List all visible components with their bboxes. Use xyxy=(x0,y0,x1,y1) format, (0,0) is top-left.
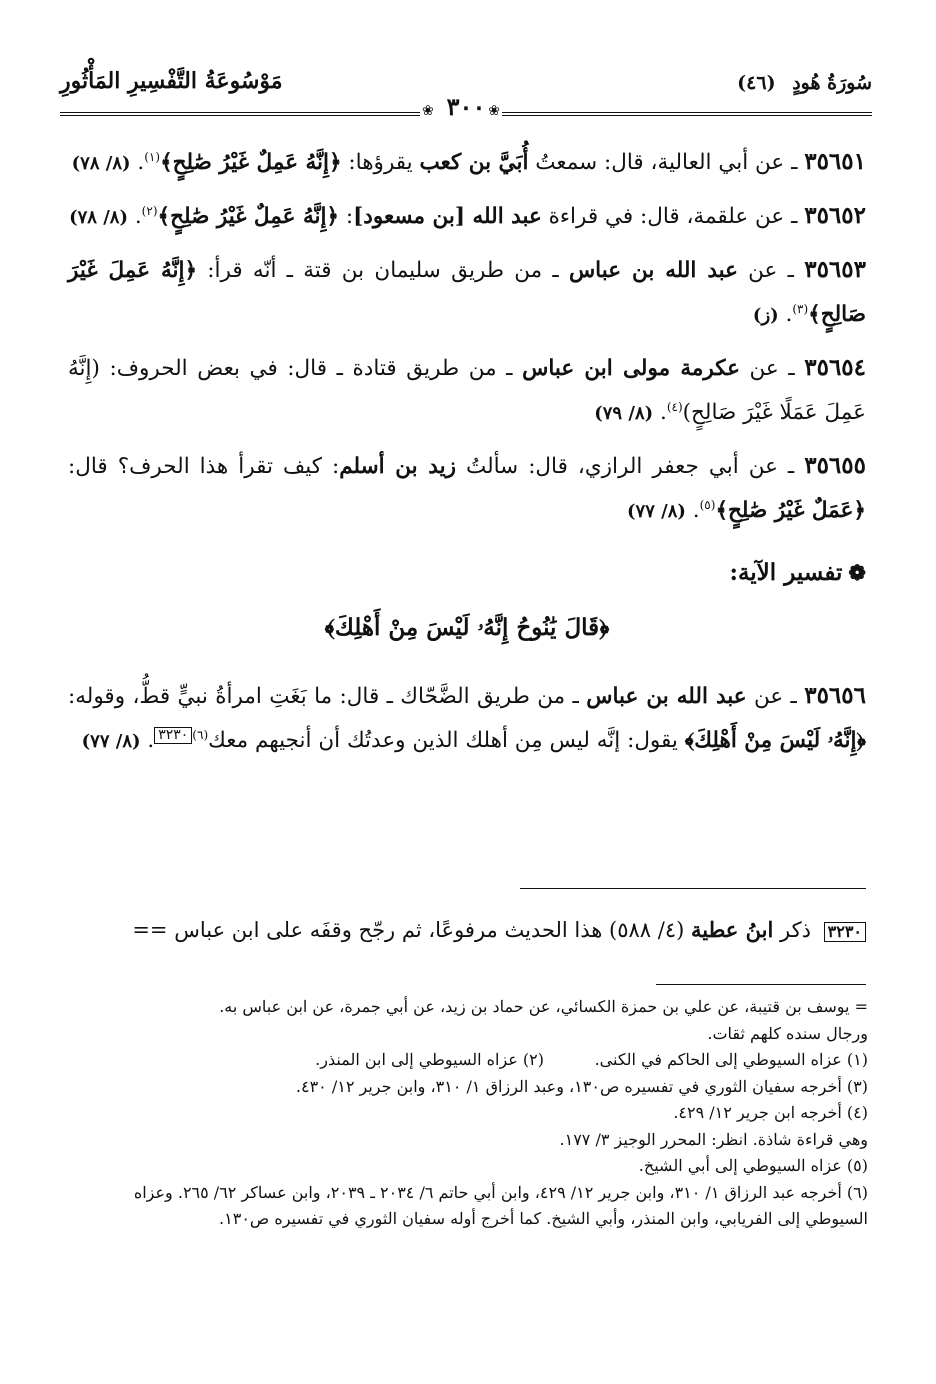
footnote-ref: (١) xyxy=(144,149,161,164)
entry-number: ٣٥٦٥٥ xyxy=(804,452,866,479)
entry-text: : كيف تقرأ هذا الحرف؟ قال: xyxy=(68,454,340,479)
entry-text: ـ من طريق الضَّحّاك ـ قال: ما بَغَتِ امرأةُ نبيٍّ قطُّ، وقوله: xyxy=(68,684,587,709)
quran-quote: ﴿إِنَّهُ عَمِلَ غَيْرَ صَالِحٍ﴾ xyxy=(68,258,866,327)
entry-35656 xyxy=(68,674,866,764)
entry-text: ـ من طريق قتادة ـ قال: في بعض الحروف: xyxy=(99,356,523,381)
footnote-continuation: = يوسف بن قتيبة، عن علي بن حمزة الكسائي، عن حماد بن زيد، عن أبي جمرة، عن ابن عباس به. xyxy=(219,997,868,1016)
entry-text: . xyxy=(685,498,700,523)
entry-text: . xyxy=(130,150,145,175)
entry-35651 xyxy=(68,140,866,186)
entry-text: ـ من طريق سليمان بن قتة ـ أنّه قرأ: xyxy=(197,258,569,283)
quran-quote: ﴿إِنَّهُ عَمِلٌ غَيْرُ صَٰلِحٍ﴾ xyxy=(157,204,340,229)
entry-text: ـ عن أبي العالية، قال: سمعتُ xyxy=(528,150,805,175)
footnotes xyxy=(68,994,868,1233)
quran-quote: ﴿إِنَّهُۥ لَيْسَ مِنْ أَهْلِكَ﴾ xyxy=(684,728,866,753)
entry-text: . xyxy=(140,728,155,753)
surah-header xyxy=(737,72,872,94)
footnote-ref: (٢) xyxy=(141,203,158,218)
footnote-pair xyxy=(68,1047,868,1074)
note-text: (٤/ ٥٨٨) هذا الحديث مرفوعًا، ثم رجّح وقفَه على ابن عباس == xyxy=(132,918,691,942)
explanatory-rule xyxy=(520,888,866,889)
entry-number: ٣٥٦٥٢ xyxy=(804,202,866,229)
flower-icon: ❁ xyxy=(848,560,866,585)
source-ref: (٨/ ٧٨) xyxy=(71,153,131,174)
entry-number: ٣٥٦٥١ xyxy=(804,148,866,175)
entry-35652 xyxy=(68,194,866,240)
entry-35654 xyxy=(68,346,866,436)
source-ref: (٨/ ٧٧) xyxy=(627,501,686,522)
footnote-4-note: وهي قراءة شاذة. انظر: المحرر الوجيز ٣/ ١٧٧. xyxy=(559,1129,868,1149)
quran-quote: ﴿عَمَلٌ غَيْرُ صَٰلِحٍ﴾ xyxy=(715,498,866,523)
source-ref: (٨/ ٧٨) xyxy=(69,207,128,228)
book-title: مَوْسُوعَةُ التَّفْسِيرِ المَأْثُورِ xyxy=(60,68,283,94)
header-rule xyxy=(60,92,872,121)
explanatory-note xyxy=(68,912,866,948)
footnote-5: (٥) عزاه السيوطي إلى أبي الشيخ. xyxy=(638,1156,868,1175)
narrator-name: عكرمة مولى ابن عباس xyxy=(522,356,740,381)
quran-quote: ﴿إِنَّهُ عَمِلٌ غَيْرُ صَٰلِحٍ﴾ xyxy=(160,150,342,175)
footnote-ref: (٥) xyxy=(699,497,716,512)
entry-text: ـ عن علقمة، قال: في قراءة xyxy=(541,204,805,229)
entry-text: ـ عن xyxy=(737,258,805,283)
entry-35655 xyxy=(68,444,866,534)
footnote-6: (٦) أخرجه عبد الرزاق ١/ ٣١٠، وابن جرير ١٢/ ٤٢٩، وابن أبي حاتم ٦/ ٢٠٣٤ ـ ٢٠٣٩، وابن عساكر ٦٢/ ٢٦٥. وعزاه السيوطي إلى الفريابي، وابن المنذر، وأبي الشيخ. كما أخرج أوله سفيان الثوري في تفسيره ص١٣٠. xyxy=(133,1182,868,1228)
footnote-3: (٣) أخرجه سفيان الثوري في تفسيره ص١٣٠، وعبد الرزاق ١/ ٣١٠، وابن جرير ١٢/ ٤٣٠. xyxy=(295,1076,868,1096)
ornament-icon: ❀ xyxy=(422,103,434,119)
note-text: ذكر xyxy=(773,918,818,942)
ornament-icon: ❀ xyxy=(488,103,500,119)
variant-reading: (إِنَّهُ عَمِلَ عَمَلًا غَيْرَ صَالِحٍ) xyxy=(68,356,866,425)
narrator-name: عبد الله [بن مسعود] xyxy=(353,204,542,229)
narrator-name: أُبَيَّ بن كعب xyxy=(419,150,529,175)
entry-number: ٣٥٦٥٣ xyxy=(804,256,866,283)
footnote-ref: (٣) xyxy=(792,301,809,316)
footnote-ref: (٦) xyxy=(192,727,209,742)
entry-text: ـ عن أبي جعفر الرازي، قال: سألتُ xyxy=(455,454,805,479)
section-heading-text: تفسير الآية: xyxy=(729,559,843,586)
footnote-rule xyxy=(656,984,866,985)
narrator-name: زيد بن أسلم xyxy=(339,454,456,479)
footnote-ref: (٤) xyxy=(666,399,683,414)
entry-text: . xyxy=(128,204,142,229)
entry-text: : xyxy=(339,204,354,229)
source-ref: (٨/ ٧٧) xyxy=(81,731,141,752)
narrator-name: عبد الله بن عباس xyxy=(568,258,738,283)
surah-name: سُورَةُ هُودٍ xyxy=(792,72,872,94)
surah-number: (٤٦) xyxy=(737,72,776,94)
narrator-name: عبد الله بن عباس xyxy=(586,684,747,709)
main-text xyxy=(68,140,866,772)
entry-number: ٣٥٦٥٦ xyxy=(804,682,866,709)
scholar-name: ابنُ عطية xyxy=(690,917,774,942)
section-heading xyxy=(68,558,866,588)
entry-text: . xyxy=(653,400,667,425)
note-tag: ٣٢٣٠ xyxy=(154,727,192,744)
ayah-verse: ﴿قَالَ يَٰنُوحُ إِنَّهُۥ لَيْسَ مِنْ أَهْلِكَ﴾ xyxy=(324,614,610,641)
entry-text: . xyxy=(778,302,793,327)
entry-35653 xyxy=(68,248,866,338)
footnote-1: (١) عزاه السيوطي إلى الحاكم في الكنى. xyxy=(594,1050,868,1069)
entry-text: ـ عن xyxy=(746,684,805,709)
footnote-continuation: ورجال سنده كلهم ثقات. xyxy=(707,1023,868,1043)
running-header xyxy=(60,66,872,122)
footnote-4: (٤) أخرجه ابن جرير ١٢/ ٤٢٩. xyxy=(673,1103,868,1122)
entry-number: ٣٥٦٥٤ xyxy=(804,354,867,381)
footnote-2: (٢) عزاه السيوطي إلى ابن المنذر. xyxy=(315,1050,544,1069)
entry-text: يقرؤها: xyxy=(341,150,420,175)
source-ref: (٨/ ٧٩) xyxy=(594,403,654,424)
entry-text: ـ عن xyxy=(739,356,805,381)
page-number: ٣٠٠ xyxy=(446,92,486,121)
source-ref: (ز) xyxy=(752,305,779,326)
entry-text: يقول: إنَّه ليس مِن أهلك الذين وعدتُك أن أنجيهم معك xyxy=(208,728,685,753)
note-number-box: ٣٢٣٠ xyxy=(824,922,866,942)
